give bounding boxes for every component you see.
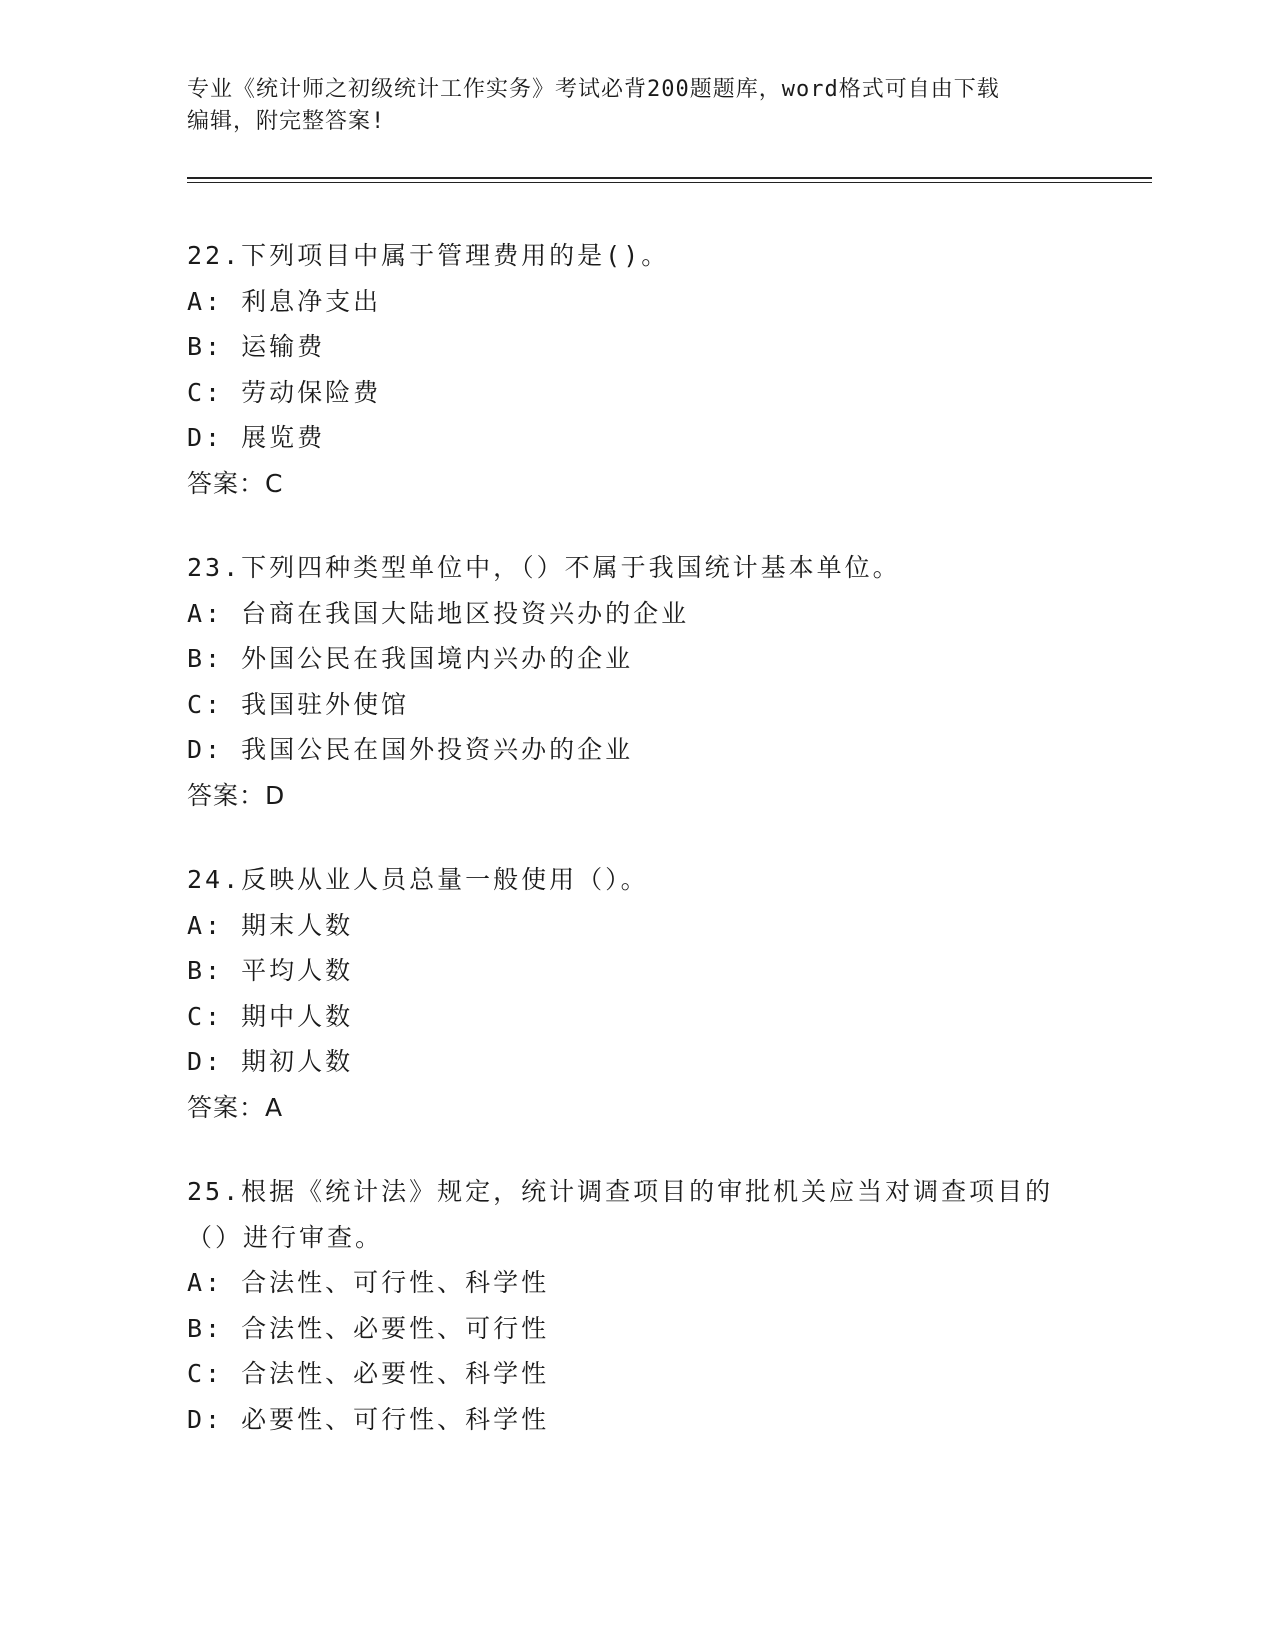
option-a: A: 合法性、可行性、科学性 <box>187 1268 550 1297</box>
question-stem: 22.下列项目中属于管理费用的是()。 <box>187 241 670 270</box>
header-line-2: 编辑，附完整答案! <box>187 109 386 134</box>
document-header <box>187 74 1087 138</box>
option-c: C: 期中人数 <box>187 1001 354 1031</box>
option-d: D: 必要性、可行性、科学性 <box>187 1404 550 1434</box>
question-22 <box>187 233 1152 506</box>
question-stem: 24.反映从业人员总量一般使用（）。 <box>187 865 649 894</box>
option-c: C: 我国驻外使馆 <box>187 689 410 719</box>
header-line-1: 专业《统计师之初级统计工作实务》考试必背200题题库，word格式可自由下载 <box>187 77 1000 102</box>
question-list <box>187 233 1152 1481</box>
question-stem-continued: （）进行审查。 <box>187 1222 384 1252</box>
question-23 <box>187 545 1152 818</box>
option-d: D: 展览费 <box>187 423 326 452</box>
answer-label: 答案：A <box>187 1092 284 1122</box>
option-c: C: 合法性、必要性、科学性 <box>187 1359 550 1388</box>
option-d: D: 我国公民在国外投资兴办的企业 <box>187 735 634 764</box>
option-b: B: 平均人数 <box>187 956 354 985</box>
option-d: D: 期初人数 <box>187 1047 354 1076</box>
answer-label: 答案：D <box>187 780 286 810</box>
option-a: A: 利息净支出 <box>187 286 382 316</box>
question-24 <box>187 857 1152 1130</box>
answer-label: 答案：C <box>187 468 284 498</box>
option-a: A: 台商在我国大陆地区投资兴办的企业 <box>187 598 690 628</box>
question-stem: 23.下列四种类型单位中，（）不属于我国统计基本单位。 <box>187 553 901 582</box>
option-b: B: 运输费 <box>187 332 326 361</box>
question-stem: 25.根据《统计法》规定，统计调查项目的审批机关应当对调查项目的 <box>187 1177 1054 1206</box>
header-rule-thin <box>187 182 1152 183</box>
option-b: B: 合法性、必要性、可行性 <box>187 1313 550 1343</box>
option-c: C: 劳动保险费 <box>187 377 382 407</box>
option-a: A: 期末人数 <box>187 910 354 940</box>
header-rule-thick <box>187 177 1152 179</box>
question-25 <box>187 1169 1152 1442</box>
option-b: B: 外国公民在我国境内兴办的企业 <box>187 644 634 673</box>
